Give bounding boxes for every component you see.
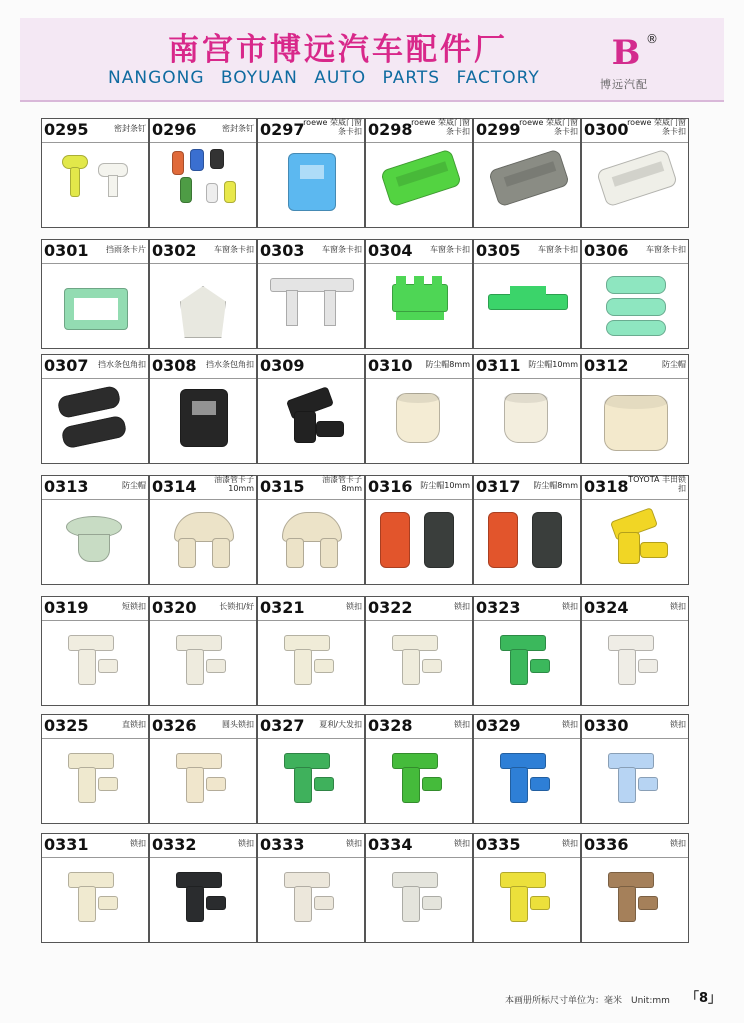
product-code: 0306: [584, 241, 629, 260]
part-photo: [488, 512, 518, 568]
product-name: 长锁扣/好: [219, 602, 254, 611]
header-divider: [474, 263, 580, 264]
company-name-english: NANGONG BOYUAN AUTO PARTS FACTORY: [108, 68, 540, 88]
product-name: 夏利/大发扣: [319, 720, 362, 729]
part-photo: [380, 512, 410, 568]
product-name: 防尘帽10mm: [420, 481, 470, 490]
part-photo: [98, 777, 118, 791]
product-name: 锁扣: [454, 839, 470, 848]
product-code: 0325: [44, 716, 89, 735]
product-code: 0323: [476, 598, 521, 617]
part-photo: [180, 177, 192, 203]
header-divider: [42, 738, 148, 739]
part-photo: [78, 767, 96, 803]
product-cell: [149, 475, 257, 585]
header-divider: [258, 857, 364, 858]
header-divider: [474, 499, 580, 500]
product-cell: [365, 596, 473, 706]
product-code: 0329: [476, 716, 521, 735]
product-code: 0324: [584, 598, 629, 617]
part-photo: [402, 649, 420, 685]
product-code: 0333: [260, 835, 305, 854]
product-cell: [257, 354, 365, 464]
header-divider: [42, 857, 148, 858]
part-photo: [210, 149, 224, 169]
product-cell: [41, 475, 149, 585]
part-photo: [638, 896, 658, 910]
product-cell: [41, 714, 149, 824]
part-photo: [206, 183, 218, 203]
part-photo: [78, 886, 96, 922]
product-code: 0322: [368, 598, 413, 617]
product-cell: [581, 354, 689, 464]
product-cell: [149, 714, 257, 824]
product-name: 车窗条卡扣: [214, 245, 254, 254]
part-photo: [206, 659, 226, 673]
product-code: 0311: [476, 356, 521, 375]
header-divider: [258, 738, 364, 739]
product-row: [41, 596, 691, 706]
product-cell: [581, 833, 689, 943]
product-code: 0319: [44, 598, 89, 617]
product-name: TOYOTA 丰田锁扣: [628, 475, 686, 493]
product-cell: [473, 239, 581, 349]
part-photo: [316, 421, 344, 437]
header-divider: [582, 499, 688, 500]
product-name: 车窗条卡扣: [646, 245, 686, 254]
part-photo: [70, 167, 80, 197]
product-name: 车窗条卡扣: [538, 245, 578, 254]
part-photo: [270, 278, 354, 292]
product-code: 0299: [476, 120, 521, 139]
product-name: 油漆管卡子8mm: [322, 475, 362, 493]
part-photo: [172, 151, 184, 175]
product-name: 防尘帽10mm: [528, 360, 578, 369]
product-cell: [365, 239, 473, 349]
header-divider: [582, 263, 688, 264]
logo-mark: B: [611, 33, 641, 73]
logo-caption: 博远汽配: [600, 78, 648, 91]
company-name-chinese: 南宫市博远汽车配件厂: [168, 32, 508, 68]
header-divider: [42, 378, 148, 379]
product-code: 0296: [152, 120, 197, 139]
header-divider: [258, 378, 364, 379]
part-photo: [510, 286, 546, 296]
part-photo: [424, 512, 454, 568]
product-code: 0320: [152, 598, 197, 617]
product-cell: [365, 475, 473, 585]
header-divider: [366, 142, 472, 143]
part-photo: [504, 393, 548, 403]
header-divider: [582, 857, 688, 858]
product-name: roewe 荣威门窗条卡扣: [627, 118, 686, 136]
product-cell: [257, 239, 365, 349]
registered-mark: ®: [646, 32, 658, 46]
part-photo: [530, 777, 550, 791]
product-code: 0328: [368, 716, 413, 735]
product-name: 锁扣: [238, 839, 254, 848]
product-name: 锁扣: [562, 720, 578, 729]
product-code: 0295: [44, 120, 89, 139]
header-divider: [258, 499, 364, 500]
part-photo: [606, 320, 666, 336]
product-code: 0336: [584, 835, 629, 854]
part-photo: [488, 294, 568, 310]
product-name: 车窗条卡扣: [430, 245, 470, 254]
part-photo: [402, 886, 420, 922]
product-code: 0310: [368, 356, 413, 375]
product-name: 密封条钉: [222, 124, 254, 133]
part-photo: [604, 395, 668, 409]
part-photo: [392, 284, 448, 312]
part-photo: [638, 659, 658, 673]
product-name: roewe 荣威门窗条卡扣: [303, 118, 362, 136]
header-divider: [474, 857, 580, 858]
product-cell: [581, 239, 689, 349]
part-photo: [294, 886, 312, 922]
product-code: 0331: [44, 835, 89, 854]
product-row: [41, 118, 691, 228]
product-cell: [473, 118, 581, 228]
product-cell: [581, 596, 689, 706]
part-photo: [288, 153, 336, 211]
part-photo: [510, 649, 528, 685]
product-cell: [149, 118, 257, 228]
header-divider: [582, 620, 688, 621]
part-photo: [414, 276, 424, 288]
product-name: 锁扣: [670, 839, 686, 848]
product-name: 圆头锁扣: [222, 720, 254, 729]
product-row: [41, 714, 691, 824]
product-code: 0326: [152, 716, 197, 735]
part-photo: [510, 886, 528, 922]
product-name: roewe 荣威门窗条卡扣: [411, 118, 470, 136]
product-cell: [41, 833, 149, 943]
product-code: 0304: [368, 241, 413, 260]
header-divider: [150, 378, 256, 379]
product-cell: [473, 596, 581, 706]
part-photo: [640, 542, 668, 558]
product-cell: [149, 833, 257, 943]
unit-note: 本画册所标尺寸单位为：毫米 Unit:mm: [505, 996, 670, 1006]
product-name: 油漆管卡子10mm: [214, 475, 254, 493]
product-code: 0307: [44, 356, 89, 375]
part-photo: [396, 393, 440, 403]
product-cell: [149, 596, 257, 706]
product-name: 锁扣: [670, 720, 686, 729]
part-photo: [618, 767, 636, 803]
header-divider: [366, 378, 472, 379]
header-divider: [366, 263, 472, 264]
part-photo: [206, 777, 226, 791]
product-code: 0321: [260, 598, 305, 617]
header-divider: [150, 263, 256, 264]
header-divider: [582, 738, 688, 739]
product-cell: [473, 354, 581, 464]
product-name: 密封条钉: [114, 124, 146, 133]
product-cell: [365, 833, 473, 943]
product-cell: [257, 714, 365, 824]
part-photo: [180, 389, 228, 447]
header-divider: [366, 738, 472, 739]
part-photo: [56, 385, 121, 419]
product-name: 挡雨条卡片: [106, 245, 146, 254]
product-cell: [473, 833, 581, 943]
product-code: 0302: [152, 241, 197, 260]
product-name: 防尘帽: [662, 360, 686, 369]
product-code: 0312: [584, 356, 629, 375]
product-row: [41, 354, 691, 464]
part-photo: [186, 767, 204, 803]
product-code: 0330: [584, 716, 629, 735]
product-cell: [41, 354, 149, 464]
part-photo: [638, 777, 658, 791]
product-code: 0316: [368, 477, 413, 496]
part-photo: [422, 659, 442, 673]
part-photo: [294, 649, 312, 685]
header-divider: [150, 620, 256, 621]
product-cell: [473, 475, 581, 585]
header-divider: [366, 857, 472, 858]
product-row: [41, 833, 691, 943]
header-divider: [42, 499, 148, 500]
product-cell: [365, 714, 473, 824]
part-photo: [294, 767, 312, 803]
part-photo: [192, 401, 216, 415]
header-divider: [150, 142, 256, 143]
product-name: 锁扣: [454, 602, 470, 611]
part-photo: [530, 896, 550, 910]
product-name: 防尘帽8mm: [425, 360, 470, 369]
product-name: 锁扣: [670, 602, 686, 611]
product-name: 防尘帽: [122, 481, 146, 490]
product-cell: [257, 833, 365, 943]
part-photo: [286, 290, 298, 326]
product-row: [41, 239, 691, 349]
part-photo: [510, 767, 528, 803]
product-cell: [581, 475, 689, 585]
part-photo: [402, 767, 420, 803]
part-photo: [320, 538, 338, 568]
header-divider: [258, 263, 364, 264]
part-photo: [186, 886, 204, 922]
part-photo: [98, 659, 118, 673]
product-name: 挡水条包角扣: [206, 360, 254, 369]
part-photo: [396, 312, 444, 320]
product-code: 0303: [260, 241, 305, 260]
product-cell: [149, 239, 257, 349]
product-name: 直锁扣: [122, 720, 146, 729]
part-photo: [618, 649, 636, 685]
header-divider: [150, 738, 256, 739]
header-divider: [258, 620, 364, 621]
part-photo: [190, 149, 204, 171]
product-name: 锁扣: [346, 602, 362, 611]
catalog-header: [20, 18, 724, 102]
company-logo: [598, 32, 662, 98]
part-photo: [74, 298, 118, 320]
product-cell: [257, 475, 365, 585]
product-code: 0314: [152, 477, 197, 496]
product-cell: [41, 118, 149, 228]
part-photo: [186, 649, 204, 685]
part-photo: [314, 777, 334, 791]
header-divider: [366, 499, 472, 500]
part-photo: [422, 896, 442, 910]
product-code: 0332: [152, 835, 197, 854]
product-code: 0297: [260, 120, 305, 139]
part-photo: [60, 415, 127, 450]
product-name: 锁扣: [346, 839, 362, 848]
header-divider: [474, 378, 580, 379]
product-code: 0334: [368, 835, 413, 854]
part-photo: [108, 175, 118, 197]
product-name: 锁扣: [562, 839, 578, 848]
product-name: 防尘帽8mm: [533, 481, 578, 490]
product-code: 0317: [476, 477, 521, 496]
product-cell: [149, 354, 257, 464]
product-code: 0318: [584, 477, 629, 496]
product-cell: [257, 118, 365, 228]
part-photo: [300, 165, 324, 179]
part-photo: [212, 538, 230, 568]
product-name: 车窗条卡扣: [322, 245, 362, 254]
header-divider: [582, 378, 688, 379]
header-divider: [150, 499, 256, 500]
part-photo: [78, 649, 96, 685]
part-photo: [206, 896, 226, 910]
product-name: 锁扣: [454, 720, 470, 729]
header-divider: [582, 142, 688, 143]
part-photo: [432, 276, 442, 288]
part-photo: [178, 538, 196, 568]
part-photo: [422, 777, 442, 791]
header-divider: [42, 142, 148, 143]
part-photo: [314, 659, 334, 673]
product-row: [41, 475, 691, 585]
part-photo: [224, 181, 236, 203]
part-photo: [618, 886, 636, 922]
part-photo: [530, 659, 550, 673]
product-name: 挡水条包角扣: [98, 360, 146, 369]
header-divider: [150, 857, 256, 858]
header-divider: [474, 620, 580, 621]
header-divider: [474, 738, 580, 739]
page-number: 「8」: [686, 991, 722, 1006]
header-divider: [258, 142, 364, 143]
part-photo: [606, 298, 666, 316]
product-name: 锁扣: [562, 602, 578, 611]
product-cell: [581, 714, 689, 824]
product-name: 锁扣: [130, 839, 146, 848]
product-name: roewe 荣威门窗条卡扣: [519, 118, 578, 136]
product-cell: [257, 596, 365, 706]
header-divider: [42, 263, 148, 264]
header-divider: [366, 620, 472, 621]
product-cell: [365, 354, 473, 464]
part-photo: [294, 411, 316, 443]
part-photo: [396, 276, 406, 288]
product-code: 0313: [44, 477, 89, 496]
part-photo: [324, 290, 336, 326]
product-cell: [365, 118, 473, 228]
header-divider: [474, 142, 580, 143]
part-photo: [606, 276, 666, 294]
product-cell: [473, 714, 581, 824]
product-code: 0315: [260, 477, 305, 496]
product-code: 0298: [368, 120, 413, 139]
product-cell: [41, 239, 149, 349]
product-code: 0301: [44, 241, 89, 260]
part-photo: [618, 532, 640, 564]
part-photo: [532, 512, 562, 568]
part-photo: [78, 534, 110, 562]
part-photo: [286, 538, 304, 568]
part-photo: [180, 286, 226, 338]
product-code: 0300: [584, 120, 629, 139]
part-photo: [98, 896, 118, 910]
product-code: 0305: [476, 241, 521, 260]
header-divider: [42, 620, 148, 621]
product-code: 0309: [260, 356, 305, 375]
product-code: 0335: [476, 835, 521, 854]
product-cell: [581, 118, 689, 228]
product-cell: [41, 596, 149, 706]
product-code: 0327: [260, 716, 305, 735]
part-photo: [314, 896, 334, 910]
product-name: 短锁扣: [122, 602, 146, 611]
product-code: 0308: [152, 356, 197, 375]
